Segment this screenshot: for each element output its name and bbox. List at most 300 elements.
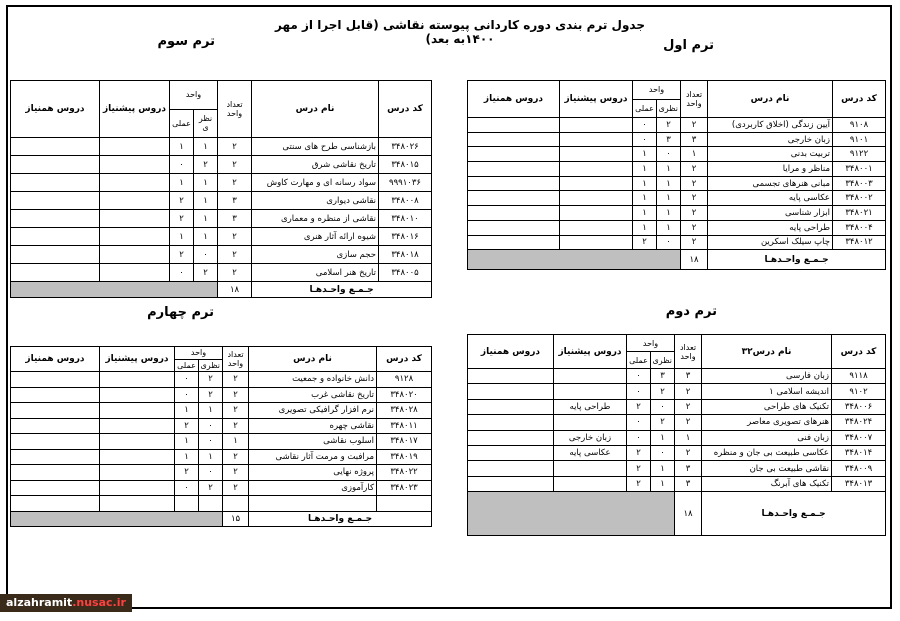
header-name: نام درس [708, 81, 833, 118]
course-name: ابزار شناسی [708, 206, 833, 221]
course-prereq: طراحی پایه [554, 399, 627, 414]
header-units-count: تعداد واحد [675, 335, 702, 369]
term-3-title: ترم سوم [157, 34, 215, 49]
course-prereq [100, 418, 175, 434]
course-code: ۳۴۸۰۰۱ [833, 162, 886, 177]
course-prereq [560, 191, 633, 206]
course-units-total: ۲ [218, 246, 252, 264]
table-row [468, 476, 886, 491]
sum-filler [468, 492, 675, 536]
course-code: ۳۴۸۰۰۲ [833, 191, 886, 206]
course-prereq [100, 228, 170, 246]
term-1-title: ترم اول [663, 38, 714, 53]
course-units-theory: ۲ [651, 384, 675, 399]
course-name: مرافبت و مرمت آثار نقاشی [249, 449, 377, 465]
course-units-theory: ۱ [194, 192, 218, 210]
course-coreq [468, 399, 554, 414]
header-name: نام درس [249, 347, 377, 372]
empty-cell [175, 496, 199, 512]
watermark-text: alzahramit [6, 596, 73, 609]
course-coreq [468, 235, 560, 250]
course-coreq [11, 372, 100, 388]
course-units-theory: ۳ [651, 369, 675, 384]
course-code: ۳۴۸۰۰۶ [832, 399, 886, 414]
page-title: جدول ترم بندی دوره کاردانی پیوسته نقاشی (قابل اجرا از مهر ۱۴۰۰به بعد) [275, 18, 645, 46]
course-name: اندیشه اسلامی ۱ [702, 384, 832, 399]
course-name: دانش خانواده و جمعیت [249, 372, 377, 388]
course-units-total: ۲ [675, 399, 702, 414]
term-3-table [10, 80, 432, 298]
header-code: کد درس [379, 81, 432, 138]
course-units-theory: ۱ [194, 210, 218, 228]
course-code: ۳۴۸۰۰۷ [832, 430, 886, 445]
course-units-practical: ۲ [170, 246, 194, 264]
header-prereq: دروس پیشنیاز [100, 347, 175, 372]
course-units-practical: ۰ [633, 118, 657, 133]
sum-value: ۱۸ [675, 492, 702, 536]
table-row [468, 206, 886, 221]
course-units-practical: ۲ [627, 461, 651, 476]
course-coreq [468, 445, 554, 460]
table-row [11, 418, 432, 434]
header-theory: نظر ی [194, 109, 218, 138]
course-units-total: ۲ [218, 156, 252, 174]
course-coreq [11, 264, 100, 282]
course-name: طراحی پایه [708, 220, 833, 235]
course-units-total: ۳ [218, 192, 252, 210]
course-units-practical: ۱ [633, 162, 657, 177]
course-name: حجم سازی [252, 246, 379, 264]
course-units-practical: ۲ [627, 399, 651, 414]
course-units-practical: ۲ [175, 418, 199, 434]
course-coreq [11, 449, 100, 465]
course-prereq: عکاسی پایه [554, 445, 627, 460]
course-prereq [100, 174, 170, 192]
course-prereq [100, 434, 175, 450]
watermark-suffix: .nusac.ir [72, 596, 126, 609]
course-units-theory: ۲ [657, 118, 681, 133]
course-code: ۳۴۸۰۲۳ [377, 480, 432, 496]
course-code: ۹۱۰۸ [833, 118, 886, 133]
course-name: تاریخ نقاشی غرب [249, 387, 377, 403]
header-theory: نظری [651, 352, 675, 369]
course-units-total: ۲ [681, 162, 708, 177]
course-prereq [560, 147, 633, 162]
course-name: سواد رسانه ای و مهارت کاوش [252, 174, 379, 192]
course-units-practical: ۱ [633, 176, 657, 191]
table-row [11, 403, 432, 419]
course-code: ۳۴۸۰۰۳ [833, 176, 886, 191]
table-row [468, 220, 886, 235]
table-row [468, 384, 886, 399]
header-units-count: تعداد واحد [218, 81, 252, 138]
course-units-theory: ۰ [199, 418, 223, 434]
table-row [468, 191, 886, 206]
course-prereq [100, 387, 175, 403]
course-prereq [100, 465, 175, 481]
header-code: کد درس [833, 81, 886, 118]
course-units-theory: ۰ [194, 246, 218, 264]
sum-filler [468, 250, 681, 270]
course-name: نقاشی دیواری [252, 192, 379, 210]
course-units-theory: ۱ [199, 403, 223, 419]
course-coreq [468, 476, 554, 491]
course-units-total: ۱ [223, 434, 249, 450]
course-units-practical: ۰ [627, 369, 651, 384]
empty-cell [100, 496, 175, 512]
course-units-theory: ۱ [657, 191, 681, 206]
course-coreq [11, 174, 100, 192]
sum-row [468, 250, 886, 270]
course-prereq [100, 210, 170, 228]
course-units-practical: ۲ [633, 235, 657, 250]
course-units-total: ۲ [218, 174, 252, 192]
course-prereq [554, 476, 627, 491]
course-code: ۳۴۸۰۲۲ [377, 465, 432, 481]
sum-filler [11, 282, 218, 298]
course-code: ۹۱۰۱ [833, 132, 886, 147]
course-coreq [468, 162, 560, 177]
term-2-title: ترم دوم [665, 304, 717, 319]
course-units-theory: ۲ [199, 387, 223, 403]
course-code: ۳۴۸۰۱۷ [377, 434, 432, 450]
course-name: اسلوب نقاشی [249, 434, 377, 450]
header-units: واحد [633, 81, 681, 100]
course-code: ۳۴۸۰۲۰ [377, 387, 432, 403]
header-coreq: دروس همنیاز [11, 81, 100, 138]
course-code: ۳۴۸۰۱۵ [379, 156, 432, 174]
header-practical: عملی [175, 359, 199, 372]
course-name: کارآموزی [249, 480, 377, 496]
course-name: تکنیک های آبرنگ [702, 476, 832, 491]
header-name: نام درس [252, 81, 379, 138]
course-prereq [100, 192, 170, 210]
course-name: زبان فنی [702, 430, 832, 445]
course-prereq [554, 415, 627, 430]
course-units-total: ۲ [223, 465, 249, 481]
course-units-total: ۳ [681, 132, 708, 147]
course-code: ۳۴۸۰۱۴ [832, 445, 886, 460]
table-row [468, 430, 886, 445]
course-code: ۹۱۲۲ [833, 147, 886, 162]
course-units-practical: ۱ [170, 174, 194, 192]
course-coreq [468, 461, 554, 476]
empty-cell [249, 496, 377, 512]
table-row [11, 264, 432, 282]
course-name: عکاسی طبیعت بی جان و منظره [702, 445, 832, 460]
course-units-practical: ۱ [633, 206, 657, 221]
course-units-total: ۲ [681, 118, 708, 133]
table-row [468, 235, 886, 250]
header-practical: عملی [170, 109, 194, 138]
course-units-theory: ۰ [199, 465, 223, 481]
header-prereq: دروس پیشنیاز [554, 335, 627, 369]
course-units-theory: ۲ [199, 480, 223, 496]
course-prereq [100, 156, 170, 174]
course-units-total: ۲ [675, 445, 702, 460]
header-row [11, 81, 432, 110]
course-coreq [468, 147, 560, 162]
course-units-total: ۳ [675, 476, 702, 491]
course-units-theory: ۱ [194, 174, 218, 192]
course-units-total: ۲ [223, 372, 249, 388]
course-units-practical: ۰ [175, 372, 199, 388]
course-code: ۳۴۸۰۱۸ [379, 246, 432, 264]
course-coreq [11, 387, 100, 403]
course-coreq [468, 118, 560, 133]
course-units-total: ۲ [218, 264, 252, 282]
course-code: ۳۴۸۰۱۰ [379, 210, 432, 228]
course-coreq [11, 138, 100, 156]
course-units-practical: ۰ [633, 132, 657, 147]
course-name: نقاشی طبیعت بی جان [702, 461, 832, 476]
course-coreq [11, 210, 100, 228]
course-units-total: ۲ [681, 176, 708, 191]
course-units-theory: ۱ [651, 476, 675, 491]
course-prereq [554, 461, 627, 476]
course-units-theory: ۱ [657, 176, 681, 191]
sum-value: ۱۸ [218, 282, 252, 298]
header-coreq: دروس همنیاز [468, 335, 554, 369]
course-code: ۳۴۸۰۰۹ [832, 461, 886, 476]
course-code: ۹۱۲۸ [377, 372, 432, 388]
header-row [468, 81, 886, 100]
course-coreq [11, 228, 100, 246]
table-row [468, 415, 886, 430]
course-units-practical: ۱ [170, 138, 194, 156]
course-units-theory: ۰ [651, 445, 675, 460]
course-coreq [468, 191, 560, 206]
course-units-theory: ۱ [194, 138, 218, 156]
course-units-practical: ۲ [175, 465, 199, 481]
sum-label: جـمـع واحـدهـا [702, 492, 886, 536]
course-name: هنرهای تصویری معاصر [702, 415, 832, 430]
header-row [11, 347, 432, 360]
course-units-theory: ۲ [199, 372, 223, 388]
course-units-practical: ۲ [627, 445, 651, 460]
course-units-practical: ۱ [175, 403, 199, 419]
header-prereq: دروس پیشنیاز [560, 81, 633, 118]
course-prereq [560, 162, 633, 177]
term-4-title: ترم چهارم [147, 305, 214, 320]
header-units: واحد [627, 335, 675, 352]
term-2-table [467, 334, 886, 536]
table-row [11, 210, 432, 228]
table-row [11, 434, 432, 450]
course-prereq [100, 246, 170, 264]
course-name: تکنیک های طراحی [702, 399, 832, 414]
course-prereq [100, 138, 170, 156]
sum-row [11, 511, 432, 526]
course-units-total: ۲ [223, 449, 249, 465]
header-row [468, 335, 886, 352]
watermark-logo [0, 594, 132, 612]
course-coreq [468, 384, 554, 399]
table-row [468, 147, 886, 162]
course-prereq [560, 176, 633, 191]
course-units-total: ۳ [218, 210, 252, 228]
course-units-total: ۲ [218, 228, 252, 246]
course-name: تاریخ هنر اسلامی [252, 264, 379, 282]
table-row [11, 156, 432, 174]
table-row [468, 461, 886, 476]
course-coreq [468, 415, 554, 430]
course-code: ۳۴۸۰۰۵ [379, 264, 432, 282]
course-code: ۳۴۸۰۱۲ [833, 235, 886, 250]
empty-cell [223, 496, 249, 512]
sum-row [11, 282, 432, 298]
course-name: نقاشی از منظره و معماری [252, 210, 379, 228]
course-units-theory: ۳ [657, 132, 681, 147]
course-units-practical: ۱ [633, 191, 657, 206]
course-code: ۳۴۸۰۲۴ [832, 415, 886, 430]
course-coreq [11, 465, 100, 481]
course-units-total: ۳ [675, 461, 702, 476]
course-prereq [100, 403, 175, 419]
sum-row [468, 492, 886, 536]
course-coreq [468, 176, 560, 191]
course-units-practical: ۰ [170, 156, 194, 174]
course-units-theory: ۱ [657, 162, 681, 177]
course-coreq [468, 206, 560, 221]
course-name: چاپ سیلک اسکرین [708, 235, 833, 250]
course-code: ۳۴۸۰۲۶ [379, 138, 432, 156]
course-coreq [11, 403, 100, 419]
table-row [468, 176, 886, 191]
table-row [468, 162, 886, 177]
course-coreq [11, 418, 100, 434]
table-row [11, 192, 432, 210]
course-units-practical: ۰ [170, 264, 194, 282]
course-name: بازشناسی طرح های سنتی [252, 138, 379, 156]
course-units-total: ۲ [675, 415, 702, 430]
sum-value: ۱۸ [681, 250, 708, 270]
course-units-practical: ۲ [170, 210, 194, 228]
course-coreq [11, 434, 100, 450]
course-prereq [554, 369, 627, 384]
course-units-practical: ۰ [627, 384, 651, 399]
course-units-total: ۲ [681, 220, 708, 235]
table-row [468, 399, 886, 414]
course-units-total: ۲ [681, 206, 708, 221]
header-coreq: دروس همنیاز [11, 347, 100, 372]
course-name: زبان خارجی [708, 132, 833, 147]
table-row [468, 132, 886, 147]
sum-value: ۱۵ [223, 511, 249, 526]
course-name: مبانی هنرهای تجسمی [708, 176, 833, 191]
course-name: آیین زندگی (اخلاق کاربردی) [708, 118, 833, 133]
course-code: ۳۴۸۰۲۸ [377, 403, 432, 419]
table-row [11, 174, 432, 192]
course-units-total: ۲ [681, 235, 708, 250]
course-code: ۹۱۱۸ [832, 369, 886, 384]
course-units-theory: ۲ [194, 156, 218, 174]
course-code: ۳۴۸۰۱۱ [377, 418, 432, 434]
course-code: ۹۹۹۱۰۳۶ [379, 174, 432, 192]
course-units-total: ۲ [223, 480, 249, 496]
course-name: زبان فارسی [702, 369, 832, 384]
course-coreq [468, 430, 554, 445]
course-prereq [554, 384, 627, 399]
course-name: نرم افزار گرافیکی تصویری [249, 403, 377, 419]
course-units-theory: ۲ [651, 415, 675, 430]
course-coreq [11, 246, 100, 264]
course-units-theory: ۱ [657, 206, 681, 221]
header-code: کد درس [377, 347, 432, 372]
course-coreq [468, 132, 560, 147]
course-code: ۹۱۰۲ [832, 384, 886, 399]
course-name: پروژه نهایی [249, 465, 377, 481]
course-units-theory: ۰ [199, 434, 223, 450]
table-row [11, 449, 432, 465]
course-units-theory: ۱ [651, 430, 675, 445]
header-name: نام درس۳۲ [702, 335, 832, 369]
header-coreq: دروس همنیاز [468, 81, 560, 118]
course-prereq [560, 235, 633, 250]
table-row [11, 480, 432, 496]
table-row [11, 387, 432, 403]
sum-filler [11, 511, 223, 526]
course-prereq [560, 118, 633, 133]
course-units-total: ۲ [218, 138, 252, 156]
course-units-theory: ۰ [651, 399, 675, 414]
table-row [11, 372, 432, 388]
course-units-practical: ۰ [175, 387, 199, 403]
course-units-practical: ۱ [633, 147, 657, 162]
table-row [11, 228, 432, 246]
header-units: واحد [170, 81, 218, 110]
course-units-total: ۳ [675, 369, 702, 384]
course-prereq [560, 132, 633, 147]
course-prereq [100, 449, 175, 465]
course-name: شیوه ارائه آثار هنری [252, 228, 379, 246]
course-units-practical: ۱ [175, 434, 199, 450]
course-units-total: ۲ [223, 418, 249, 434]
course-units-practical: ۲ [627, 476, 651, 491]
course-coreq [11, 480, 100, 496]
course-code: ۳۴۸۰۲۱ [833, 206, 886, 221]
header-units: واحد [175, 347, 223, 360]
table-row [468, 369, 886, 384]
course-units-total: ۲ [223, 387, 249, 403]
course-coreq [468, 369, 554, 384]
header-theory: نظری [657, 99, 681, 118]
table-row [11, 246, 432, 264]
course-units-theory: ۰ [657, 147, 681, 162]
course-units-total: ۲ [681, 191, 708, 206]
course-code: ۳۴۸۰۰۴ [833, 220, 886, 235]
course-units-total: ۲ [223, 403, 249, 419]
course-prereq [100, 264, 170, 282]
course-name: نقاشی چهره [249, 418, 377, 434]
course-units-practical: ۰ [627, 430, 651, 445]
course-units-theory: ۱ [657, 220, 681, 235]
course-units-theory: ۱ [199, 449, 223, 465]
course-prereq [100, 372, 175, 388]
course-units-practical: ۱ [633, 220, 657, 235]
course-code: ۳۴۸۰۰۸ [379, 192, 432, 210]
course-units-theory: ۲ [194, 264, 218, 282]
course-units-practical: ۰ [627, 415, 651, 430]
table-row [11, 138, 432, 156]
course-units-total: ۲ [675, 384, 702, 399]
empty-cell [377, 496, 432, 512]
term-1-table [467, 80, 886, 270]
header-theory: نظری [199, 359, 223, 372]
course-prereq [560, 220, 633, 235]
sum-label: جـمـع واحـدهـا [249, 511, 432, 526]
course-units-practical: ۱ [170, 228, 194, 246]
